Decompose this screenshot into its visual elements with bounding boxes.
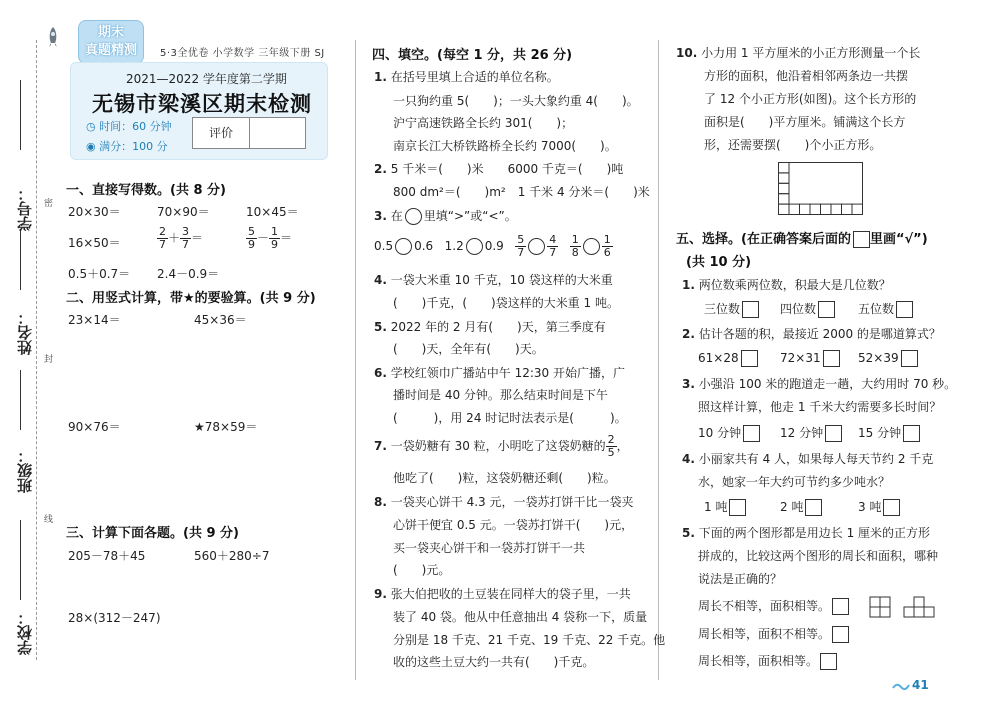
fraction: $\frac{1}{6}$ [603,233,611,259]
s2-p3: 90×76＝ [68,420,121,434]
q4-5-line2: ( )天，全年有( )天。 [393,342,544,356]
q4-5-line1: 5. 2022 年的 2 月有( )天，第三季度有 [374,320,606,334]
time-text: 时间：60 分钟 [99,120,172,133]
school-label: 学校： [16,610,34,655]
q4-6-line1: 6. 学校红领巾广播站中午 12:30 开始广播，广 [374,366,625,380]
wave-icon [892,680,910,692]
q4-9-line3: 分别是 18 千克、21 千克、19 千克、22 千克。他 [393,633,666,647]
seal-xian: 线 [44,515,54,525]
section5-title-line2: (共 10 分) [686,255,752,270]
q4-4-line1: 4. 一袋大米重 10 千克，10 袋这样的大米重 [374,273,613,287]
q5-1-opt-c[interactable]: 五位数 [858,300,913,318]
q4-3-line2: 0.5 0.6 1.2 0.9 $\frac{5}{7}$ $\frac{4}{7}$ $\frac{1}{8}$ $\frac{1}{6}$ [374,233,611,259]
fraction: $\frac{2}{7}$ [159,225,166,251]
series-label: 5·3全优卷 小学数学 三年级下册 SJ [160,48,325,59]
answer-box[interactable] [742,301,759,318]
q4-1-line3: 沪宁高速铁路全长约 301( )； [393,116,574,130]
evaluation-box [192,117,306,149]
s3-p3: 28×(312－247) [68,611,161,625]
q4-2-line2: 800 dm²＝( )m² 1 千米 4 分米＝( )米 [393,185,650,199]
q5-5-line3: 说法是正确的？ [698,572,783,586]
compare-circle[interactable] [528,238,545,255]
s1-r1c3: 10×45＝ [246,205,299,219]
q5-2-opt-c[interactable]: 52×39 [858,350,918,367]
s2-p1: 23×14＝ [68,313,121,327]
answer-box[interactable] [896,301,913,318]
q4-9-line4: 收的这些土豆大约一共有( )千克。 [393,655,595,669]
name-line [20,230,21,290]
answer-box[interactable] [805,499,822,516]
name-label: 姓名： [16,310,34,355]
answer-box[interactable] [832,598,849,615]
section4-title: 四、填空。(每空 1 分，共 26 分) [372,48,573,63]
q5-5-opt-a[interactable]: 周长不相等，面积相等。 [698,597,849,615]
q4-10-line2: 方形的面积，他沿着相邻两条边一共摆 [704,69,909,83]
q4-7-line1: 7. 一袋奶糖有 30 粒，小明吃了这袋奶糖的 $\frac{2}{5}$ ， [374,433,629,459]
q4-9-line1: 9. 张大伯把收的土豆装在同样大的袋子里，一共 [374,587,631,601]
q5-4-line1: 4. 小丽家共有 4 人，如果每人每天节约 2 千克 [682,452,934,466]
compare-circle[interactable] [466,238,483,255]
s1-r2c1: 16×50＝ [68,236,121,250]
answer-box[interactable] [825,425,842,442]
s1-r1c1: 20×30＝ [68,205,121,219]
s2-p4: ★78×59＝ [194,420,258,434]
s1-r1c2: 70×90＝ [157,205,210,219]
student-no-line [20,80,21,150]
q4-10-line1: 10. 小力用 1 平方厘米的小正方形测量一个长 [676,46,921,60]
answer-box[interactable] [883,499,900,516]
q5-4-opt-b[interactable]: 2 吨 [780,498,822,516]
s3-p2: 560＋280÷7 [194,549,270,563]
q5-5-line1: 5. 下面的两个图形都是用边长 1 厘米的正方形 [682,526,931,540]
answer-box[interactable] [823,350,840,367]
q5-3-line1: 3. 小强沿 100 米的跑道走一趟，大约用时 70 秒。 [682,377,957,391]
exam-badge [78,20,144,64]
fraction: $\frac{5}{9}$ [248,225,255,251]
check-circle-icon: ◉ [86,140,100,153]
q4-10-line5: 形，还需要摆( )个小正方形。 [704,138,882,152]
column-divider-2 [658,40,659,680]
q5-4-line2: 水，她家一年大约可节约多少吨水？ [698,475,891,489]
score-info [86,138,168,154]
badge-line2: 真题精测 [84,43,137,58]
answer-box[interactable] [818,301,835,318]
q4-7-line2: 他吃了( )粒，这袋奶糖还剩( )粒。 [393,471,616,485]
q4-1-line2: 一只狗约重 5( )；一头大象约重 4( )。 [393,94,639,108]
fraction: $\frac{5}{7}$ [517,233,525,259]
s1-r3c2: 2.4－0.9＝ [157,267,220,281]
score-text: 满分：100 分 [99,140,168,153]
column-divider-1 [355,40,356,680]
class-line [20,370,21,430]
exam-title: 无锡市梁溪区期末检测 [92,91,312,116]
rectangle-figure [778,162,866,216]
fraction: $\frac{2}{5}$ [607,433,615,459]
q4-4-line2: ( )千克，( )袋这样的大米重 1 吨。 [393,296,619,310]
q5-3-opt-a[interactable]: 10 分钟 [698,424,760,442]
section1-title: 一、直接写得数。(共 8 分) [66,183,226,198]
seal-feng: 封 [44,355,54,365]
badge-line1: 期末 [97,25,124,40]
answer-box[interactable] [729,499,746,516]
q4-8-line3: 买一袋夹心饼干和一袋苏打饼干一共 [393,541,586,555]
q4-10-line3: 了 12 个小正方形(如图)。这个长方形的 [704,92,917,106]
section5-title: 五、选择。(在正确答案后面的 里画“√”) [676,232,928,247]
q4-3-line1: 3. 在 里填“>”或“<”。 [374,209,517,223]
answer-box[interactable] [832,626,849,643]
s3-p1: 205－78＋45 [68,549,146,563]
q5-1-opt-b[interactable]: 四位数 [780,300,835,318]
q4-1-line4: 南京长江大桥铁路桥全长约 7000( )。 [393,139,617,153]
answer-box[interactable] [901,350,918,367]
student-no-label: 学号： [16,186,34,231]
class-label: 班级： [16,448,34,493]
two-shapes-figure [868,594,940,620]
s1-r2c3: $\frac{5}{9}$ － $\frac{1}{9}$ ＝ [248,225,293,251]
fraction: $\frac{3}{7}$ [182,225,190,251]
q5-3-line2: 照这样计算，他走 1 千米大约需要多长时间？ [698,400,942,414]
rocket-icon [46,26,60,50]
q5-2-opt-a[interactable]: 61×28 [698,350,758,367]
q4-6-line2: 播时间是 40 分钟。那么结束时间是下午 [393,388,608,402]
s1-r3c1: 0.5＋0.7＝ [68,267,131,281]
q5-3-opt-c[interactable]: 15 分钟 [858,424,920,442]
q5-2-opt-b[interactable]: 72×31 [780,350,840,367]
section2-title: 二、用竖式计算，带★的要验算。(共 9 分) [66,291,316,306]
q5-1-opt-a[interactable]: 三位数 [704,300,759,318]
q4-9-line2: 装了 40 袋。他从中任意抽出 4 袋称一下，质量 [393,610,648,624]
s2-p2: 45×36＝ [194,313,247,327]
binding-dashed-line [36,40,37,660]
q5-5-opt-b[interactable]: 周长相等，面积不相等。 [698,625,849,643]
q4-8-line4: ( )元。 [393,563,451,577]
compare-circle[interactable] [405,208,422,225]
fraction: $\frac{4}{7}$ [549,233,557,259]
answer-box[interactable] [741,350,758,367]
compare-circle[interactable] [395,238,412,255]
school-year: 2021—2022 学年度第二学期 [126,72,287,86]
fraction: $\frac{1}{8}$ [571,233,579,259]
clock-icon: ◷ [86,120,100,133]
answer-box[interactable] [903,425,920,442]
time-info [86,118,172,134]
q5-4-opt-c[interactable]: 3 吨 [858,498,900,516]
q4-6-line3: ( )，用 24 时记时法表示是( )。 [393,411,627,425]
q4-10-line4: 面积是( )平方厘米。铺满这个长方 [704,115,906,129]
q5-2-line1: 2. 估计各题的积，最接近 2000 的是哪道算式？ [682,327,941,341]
q5-3-opt-b[interactable]: 12 分钟 [780,424,842,442]
answer-box[interactable] [743,425,760,442]
q4-8-line1: 8. 一袋夹心饼干 4.3 元，一袋苏打饼干比一袋夹 [374,495,634,509]
answer-box[interactable] [820,653,837,670]
q5-5-line2: 拼成的，比较这两个图形的周长和面积，哪种 [698,549,939,563]
q5-5-opt-c[interactable]: 周长相等，面积相等。 [698,652,837,670]
compare-circle[interactable] [583,238,600,255]
answer-box-sample [853,231,870,248]
evaluation-label: 评价 [193,118,250,148]
q5-1-line1: 1. 两位数乘两位数，积最大是几位数？ [682,278,891,292]
s1-r2c2: $\frac{2}{7}$ ＋ $\frac{3}{7}$ ＝ [159,225,204,251]
seal-mi: 密 [44,199,54,209]
school-line [20,520,21,600]
q4-1-line1: 1. 在括号里填上合适的单位名称。 [374,70,559,84]
q4-2-line1: 2. 5 千米＝( )米 6000 千克＝( )吨 [374,162,624,176]
page-number: 41 [912,678,929,692]
section3-title: 三、计算下面各题。(共 9 分) [66,526,239,541]
q5-4-opt-a[interactable]: 1 吨 [704,498,746,516]
fraction: $\frac{1}{9}$ [271,225,279,251]
q4-8-line2: 心饼干便宜 0.5 元。一袋苏打饼干( )元， [393,518,634,532]
